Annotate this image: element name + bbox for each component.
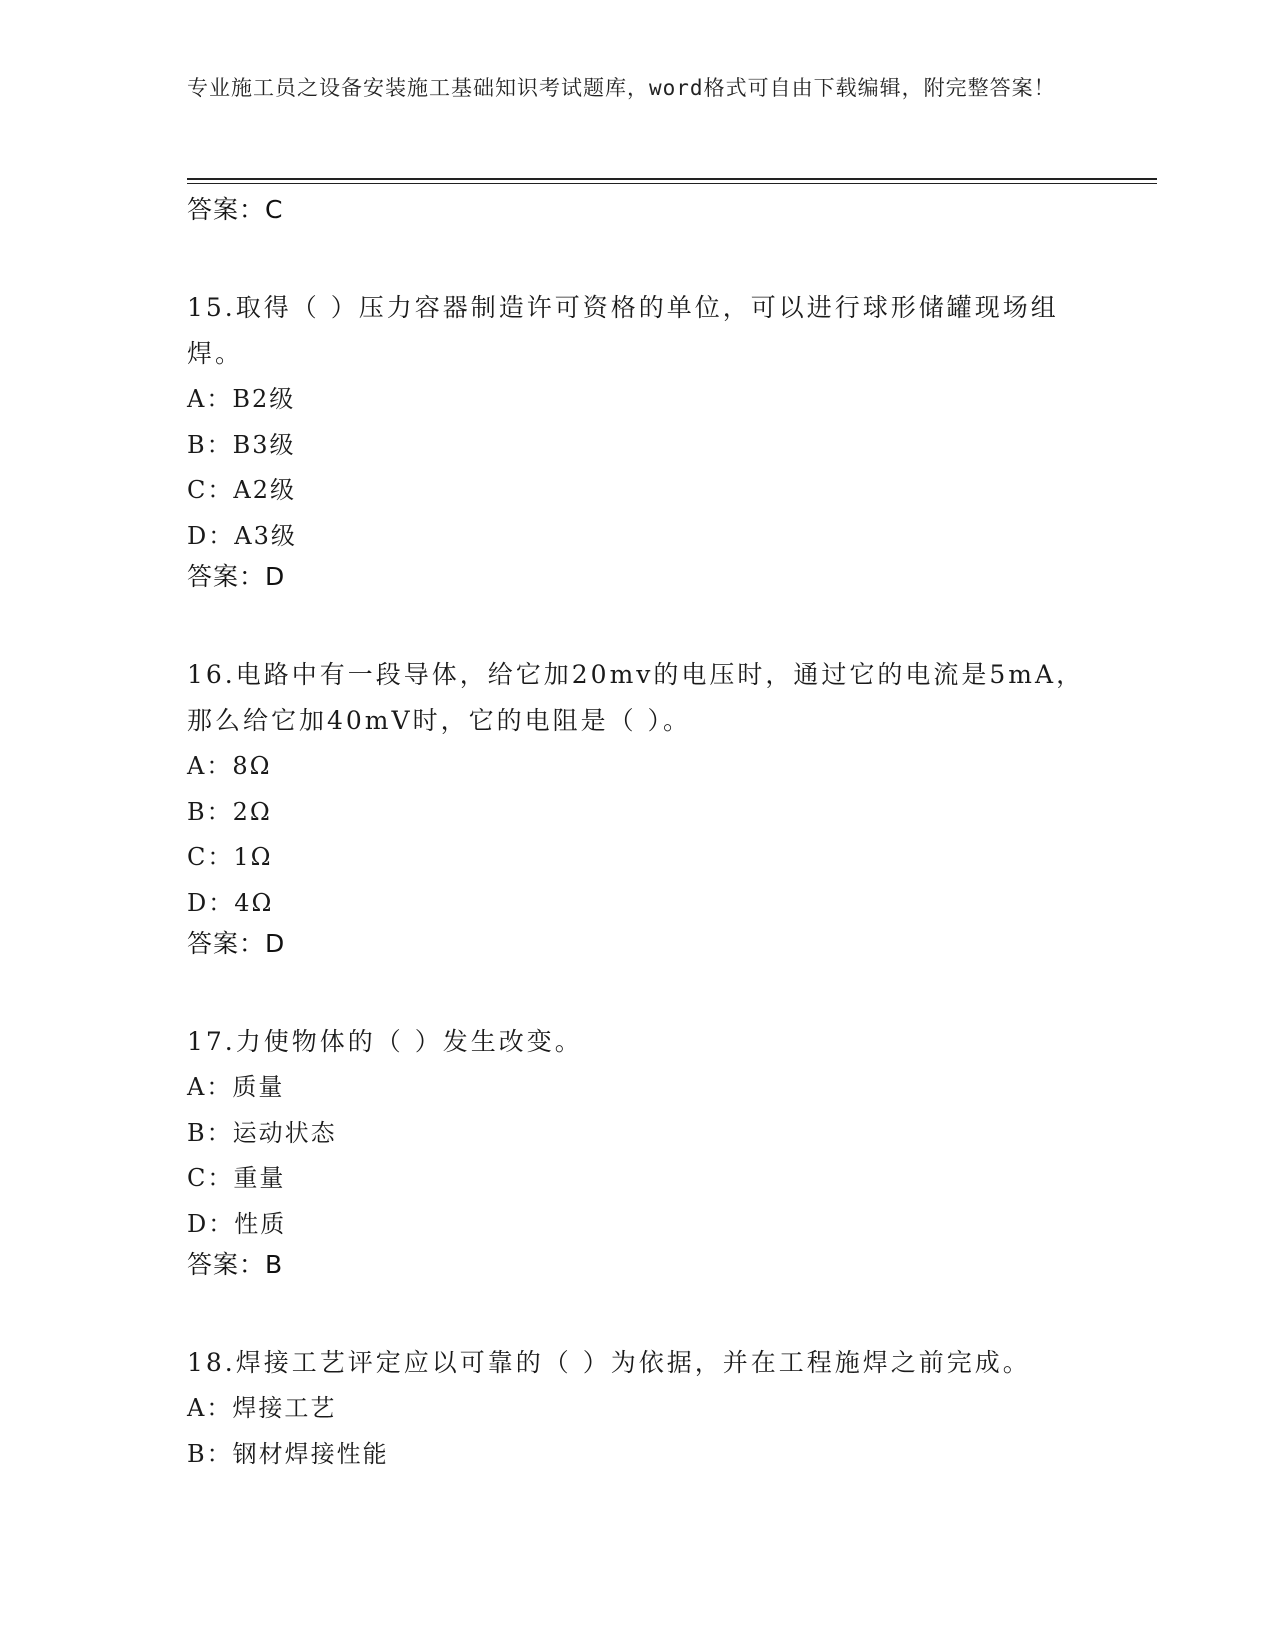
question-17: [187, 1019, 1157, 1283]
question-text: 18.焊接工艺评定应以可靠的（ ）为依据，并在工程施焊之前完成。: [187, 1348, 1031, 1377]
question-18: [187, 1340, 1157, 1477]
option-d: D：A3级: [187, 521, 297, 550]
document-page: [187, 0, 1157, 1650]
question-15: [187, 285, 1157, 595]
option-c: C：A2级: [187, 476, 296, 504]
question-list: [187, 192, 1157, 1477]
document-header: 专业施工员之设备安装施工基础知识考试题库，word格式可自由下载编辑，附完整答案！: [187, 76, 1056, 100]
answer-line: 答案：B: [187, 1250, 284, 1279]
option-b: B：钢材焊接性能: [187, 1439, 389, 1468]
question-16: [187, 652, 1157, 962]
header-divider-thin: [187, 183, 1157, 184]
option-c: C：1Ω: [187, 843, 273, 871]
option-a: A：B2级: [187, 385, 296, 413]
option-d: D：性质: [187, 1209, 287, 1238]
option-a: A：8Ω: [187, 752, 272, 780]
option-b: B：2Ω: [187, 797, 272, 826]
option-d: D：4Ω: [187, 888, 274, 917]
option-b: B：运动状态: [187, 1118, 337, 1147]
option-c: C：重量: [187, 1164, 286, 1192]
answer-line: 答案：D: [187, 562, 286, 591]
question-text: 17.力使物体的（ ）发生改变。: [187, 1027, 583, 1056]
question-text: 16.电路中有一段导体，给它加20mv的电压时，通过它的电流是5mA，那么给它加40mV时，它的电阻是（ ）。: [187, 660, 1085, 735]
header-divider: [187, 178, 1157, 180]
question-text: 15.取得（ ）压力容器制造许可资格的单位，可以进行球形储罐现场组焊。: [187, 293, 1059, 368]
option-b: B：B3级: [187, 430, 296, 459]
option-a: A：质量: [187, 1073, 285, 1101]
answer-line: 答案：D: [187, 929, 286, 958]
option-a: A：焊接工艺: [187, 1394, 337, 1422]
answer-line: 答案：C: [187, 195, 284, 224]
